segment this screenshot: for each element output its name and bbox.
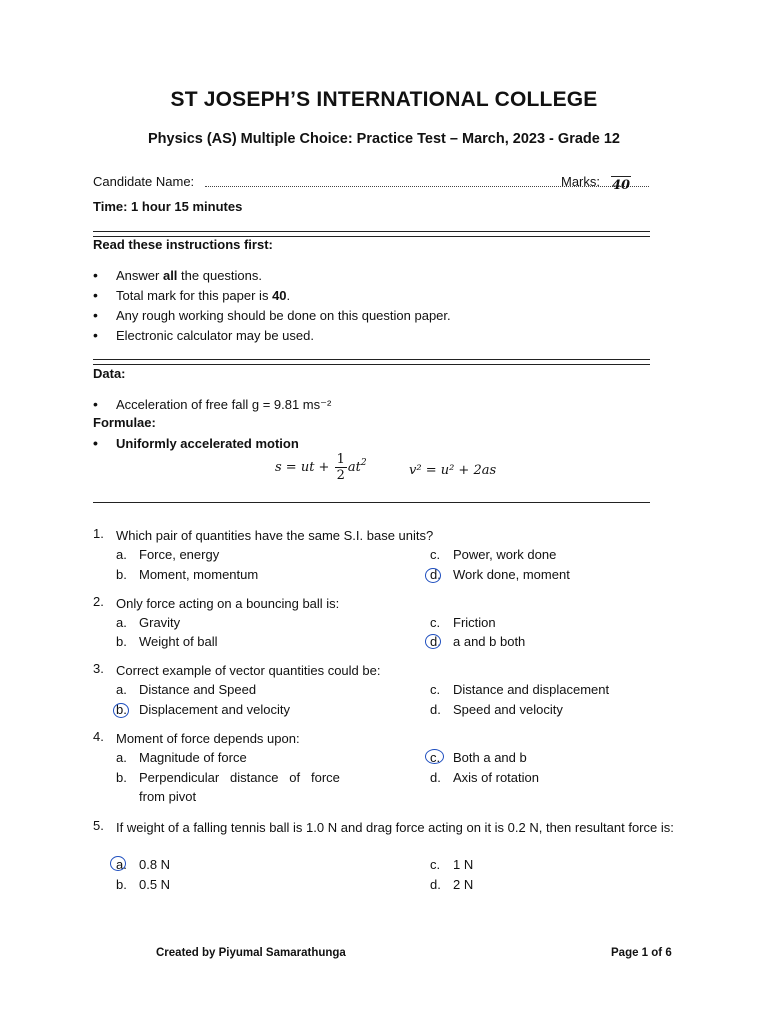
marks-total: 40	[611, 178, 631, 193]
marks-label: Marks:	[561, 174, 600, 189]
q4-option-b-continued: from pivot	[139, 789, 197, 804]
question-number: 5.	[93, 818, 104, 833]
question-number: 1.	[93, 526, 104, 541]
instructions-heading: Read these instructions first:	[93, 237, 273, 252]
formulae-list	[93, 435, 299, 455]
instruction-item: • Electronic calculator may be used.	[93, 327, 451, 347]
equation-velocity: v² = u² + 2as	[409, 463, 497, 478]
question-number: 3.	[93, 661, 104, 676]
data-item: • Acceleration of free fall g = 9.81 ms⁻²	[93, 396, 331, 416]
half-fraction: $\frac{1}{2}$	[336, 452, 345, 483]
answer-circle-mark	[425, 634, 441, 649]
answer-circle-mark	[110, 856, 126, 871]
instructions-list	[93, 267, 451, 347]
candidate-name-label: Candidate Name:	[93, 174, 195, 189]
college-title: ST JOSEPH’S INTERNATIONAL COLLEGE	[170, 88, 598, 111]
question-text: If weight of a falling tennis ball is 1.0 N and drag force acting on it is 0.2 N, then resultant force is:	[116, 820, 674, 835]
divider-single	[93, 502, 650, 503]
data-heading: Data:	[93, 366, 126, 381]
footer-page-number: Page 1 of 6	[611, 947, 672, 959]
question-text: Only force acting on a bouncing ball is:	[116, 596, 340, 611]
question-text: Which pair of quantities have the same S.I. base units?	[116, 528, 434, 543]
question-text: Correct example of vector quantities could be:	[116, 663, 381, 678]
question-number: 4.	[93, 729, 104, 744]
data-list	[93, 396, 331, 416]
formulae-heading: Formulae:	[93, 415, 156, 430]
answer-circle-mark	[425, 749, 444, 764]
instruction-item: • Any rough working should be done on this question paper.	[93, 307, 451, 327]
marks-fraction	[607, 171, 635, 193]
question-text: Moment of force depends upon:	[116, 731, 300, 746]
exam-subtitle: Physics (AS) Multiple Choice: Practice Test – March, 2023 - Grade 12	[148, 131, 620, 147]
instruction-item: • Total mark for this paper is 40.	[93, 287, 451, 307]
question-number: 2.	[93, 594, 104, 609]
instruction-item: • Answer all the questions.	[93, 267, 451, 287]
candidate-row	[93, 174, 633, 194]
footer-creator: Created by Piyumal Samarathunga	[156, 947, 346, 959]
formula-item: • Uniformly accelerated motion	[93, 435, 299, 455]
time-allowed: Time: 1 hour 15 minutes	[93, 199, 243, 214]
answer-circle-mark	[425, 568, 441, 583]
answer-circle-mark	[113, 703, 129, 718]
exam-page: ST JOSEPH’S INTERNATIONAL COLLEGE Physics (AS) Multiple Choice: Practice Test – March, 2023 - Grade 12 Candidate Name: Marks: 40 Time: 1 hour 15 minutes Read these instructions first: • Answer all the questions. • Total mark for this paper is 40. • Any rough working should be done on this question paper. • Electronic calculator may be used. Data: • Acceleration of free fall g = 9.81 ms⁻² Formulae: • Uniformly accelerated motion s = ut + $\frac{1}{2}$ $at^2$ v² = u² + 2as 1. Which pair of quantities have the same S.I. base units? a. Force, energy b. Moment, momentum c. Power, work done d. Work done, moment 2. Only force acting on a bouncing ball is: a. Gravity b. Weight of ball c. Friction d. a and b both 3. Correct example of vector quantities could be: a. Distance and Speed b. Displacement and velocity c. Distance and displacement d. Speed and velocity 4. Moment of force depends upon: a. Magnitude of force b. Perpendicular distance of force from pivot c. Both a and b d. Axis of rotation 5. If weight of a falling tennis ball is 1.0 N and drag force acting on it is 0.2 N, then resultant force is: a. 0.8 N b. 0.5 N c. 1 N d. 2 N Created by Piyumal Samarathunga Page 1 of 6	[0, 0, 768, 1024]
divider-double	[93, 359, 650, 365]
marks-blank-line	[611, 176, 631, 177]
equation-displacement: s = ut + $\frac{1}{2}$ $at^2$	[275, 452, 367, 483]
